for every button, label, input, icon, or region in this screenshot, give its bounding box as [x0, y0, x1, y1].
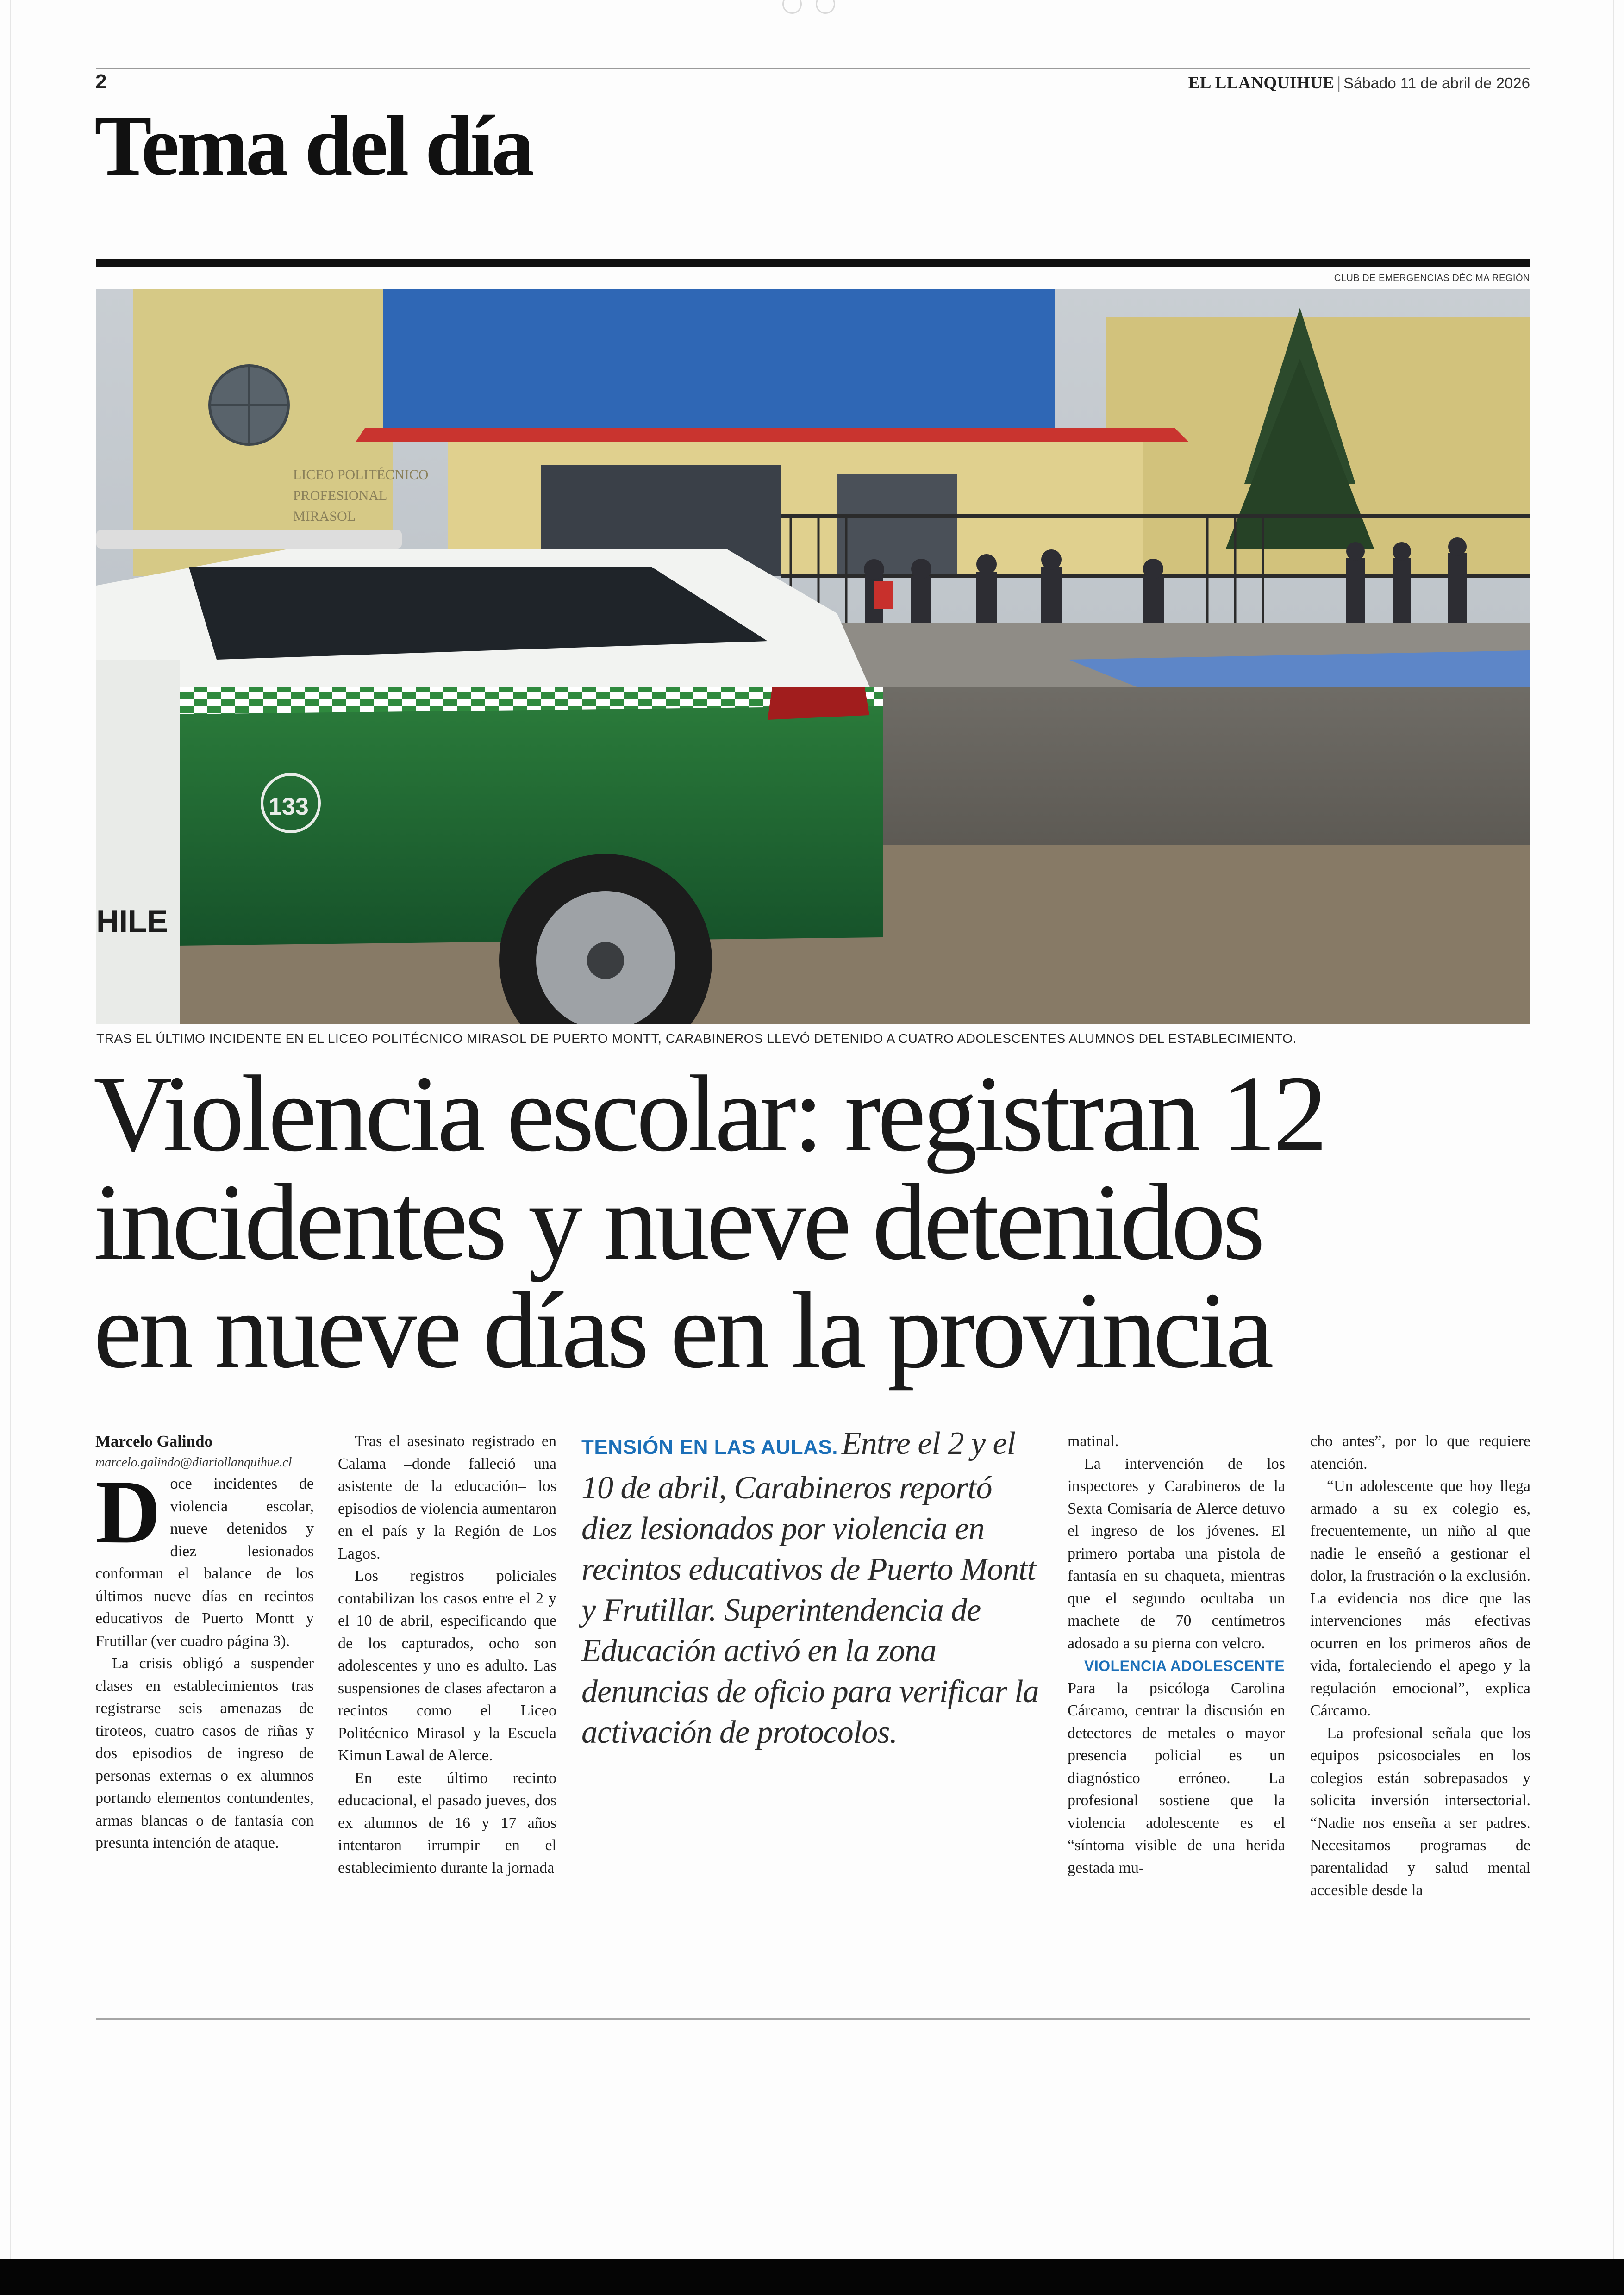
article-paragraph: cho antes”, por lo que requiere atención.: [1310, 1433, 1530, 1472]
masthead: [1188, 73, 1530, 93]
photo-credit: CLUB DE EMERGENCIAS DÉCIMA REGIÓN: [1334, 273, 1530, 283]
car-emergency-number: 133: [269, 793, 309, 820]
article-paragraph: Tras el asesinato registrado en Calama –donde falleció una asistente de la educación– los episodios de violencia aumentaron en el país y la Región de Los Lagos.: [338, 1433, 556, 1562]
article-lede: [581, 1423, 1044, 1753]
drop-cap: D: [95, 1462, 161, 1562]
headline-line: en nueve días en la provincia: [94, 1270, 1271, 1391]
viewer-bottom-bar: [0, 2259, 1624, 2295]
header-rule: [96, 68, 1530, 69]
article-column-2: [338, 1430, 556, 1879]
article-paragraph: La intervención de los inspectores y Carabineros de la Sexta Comisaría de Alerce detuvo el ingreso de los jóvenes. El primero portaba una pistola de fantasía en su chaqueta, mientras que el segundo ocultaba un machete de 70 centímetros adosado a su pierna con velcro.: [1068, 1455, 1285, 1652]
headline-line: Violencia escolar: registran 12: [94, 1054, 1324, 1174]
article-paragraph: “Un adolescente que hoy llega armado a su ex colegio es, frecuentemente, un niño al que nadie le enseñó a gestionar el dolor, la frustración o la exclusión. La evidencia nos dice que las intervenciones más efectivas ocurren en los primeros años de vida, fortaleciendo el apego y la regulación emocional”, explica Cárcamo.: [1310, 1478, 1530, 1719]
car-lettering: HILE: [96, 904, 168, 939]
photo-scene: [96, 289, 1530, 1024]
page-edge: [10, 0, 11, 2259]
section-rule: [96, 259, 1530, 267]
viewer-page-indicator[interactable]: [782, 0, 835, 14]
paper-name: EL LLANQUIHUE: [1188, 74, 1335, 93]
issue-date: Sábado 11 de abril de 2026: [1343, 75, 1530, 92]
section-title: Tema del día: [94, 98, 532, 193]
article-column-1: [95, 1430, 314, 1855]
school-sign-line2: PROFESIONAL: [293, 488, 387, 503]
article-paragraph: La crisis obligó a suspender clases en establecimientos tras registrarse seis amenazas de tiroteos, cuatro casos de riñas y dos episodios de ingreso de personas externas o ex alumnos portando elementos contundentes, armas blancas o de fantasía con presunta intención de ataque.: [95, 1655, 314, 1852]
lede-kicker: TENSIÓN EN LAS AULAS.: [581, 1436, 838, 1459]
masthead-separator: |: [1337, 74, 1341, 93]
article-subhead: VIOLENCIA ADOLESCENTE: [1084, 1658, 1285, 1674]
paragraph-text: oce incidentes de violencia escolar, nueve detenidos y diez lesionados conforman el balance de los últimos nueve días en recintos educativos de Puerto Montt y Frutillar (ver cuadro página 3).: [95, 1475, 314, 1650]
article-paragraph: La profesional señala que los equipos psicosociales en los colegios están sobrepasados y solicita inversión intersectorial. “Nadie nos enseña a ser padres. Necesitamos programas de parentalidad y salud mental accesible desde la: [1310, 1724, 1530, 1899]
page-number: 2: [95, 70, 107, 93]
author-name: Marcelo Galindo: [95, 1432, 213, 1450]
page-dot-icon[interactable]: [782, 0, 802, 14]
footer-rule: [96, 2018, 1530, 2020]
article-paragraph: En este último recinto educacional, el pasado jueves, dos ex alumnos de 16 y 17 años intentaron irrumpir en el establecimiento durante la jornada: [338, 1769, 556, 1877]
page-dot-icon[interactable]: [816, 0, 835, 14]
school-sign-line1: LICEO POLITÉCNICO: [293, 467, 429, 482]
headline-line: incidentes y nueve detenidos: [94, 1162, 1262, 1283]
lede-text: Entre el 2 y el 10 de abril, Carabineros reportó diez lesionados por violencia en recintos educativos de Puerto Montt y Frutillar. Superintendencia de Educación activó en la zona denuncias de oficio para verificar la activación de protocolos.: [581, 1426, 1039, 1750]
school-sign-line3: MIRASOL: [293, 509, 356, 524]
photo-caption: TRAS EL ÚLTIMO INCIDENTE EN EL LICEO POLITÉCNICO MIRASOL DE PUERTO MONTT, CARABINEROS LLEVÓ DETENIDO A CUATRO ADOLESCENTES ALUMNOS DEL ESTABLECIMIENTO.: [96, 1031, 1297, 1046]
article-paragraph: Para la psicóloga Carolina Cárcamo, centrar la discusión en detectores de metales o mayor presencia policial es un diagnóstico erróneo. La profesional sostiene que la violencia adolescente es el “síntoma visible de una herida gestada mu-: [1068, 1679, 1285, 1877]
author-email[interactable]: marcelo.galindo@diariollanquihue.cl: [95, 1455, 292, 1470]
article-paragraph: Los registros policiales contabilizan los casos entre el 2 y el 10 de abril, especificando que de los capturados, ocho son adolescentes y uno es adulto. Las suspensiones de clases afectaron a recintos como el Liceo Politécnico Mirasol y la Escuela Kimun Lawal de Alerce.: [338, 1567, 556, 1764]
article-column-5: [1310, 1430, 1530, 1902]
article-headline: [94, 1054, 1529, 1391]
article-paragraph: matinal.: [1068, 1433, 1119, 1450]
news-photo: [96, 289, 1530, 1024]
page-edge: [1613, 0, 1614, 2259]
article-column-4: [1068, 1430, 1285, 1879]
